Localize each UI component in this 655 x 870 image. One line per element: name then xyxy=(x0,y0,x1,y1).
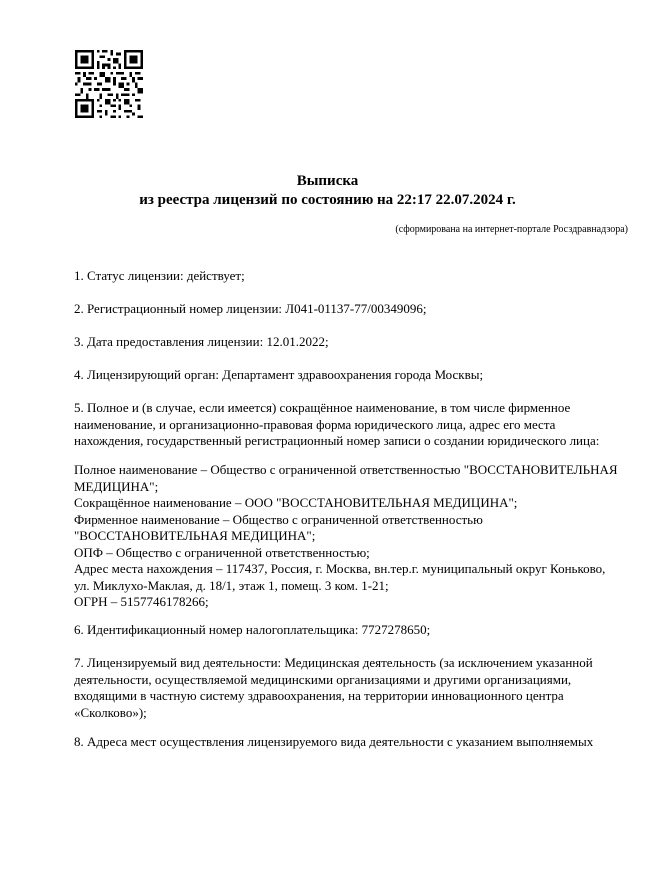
license-number-text: 2. Регистрационный номер лицензии: Л041-01137-77/00349096; xyxy=(74,301,427,316)
license-date-text: 3. Дата предоставления лицензии: 12.01.2022; xyxy=(74,334,329,349)
license-number xyxy=(74,301,634,318)
licensing-authority xyxy=(74,367,634,384)
full-name-line: МЕДИЦИНА"; xyxy=(74,478,159,494)
brand-name-line: Фирменное наименование – Общество с ограниченной ответственностью xyxy=(74,511,483,527)
source-note: (сформирована на интернет-портале Росздравнадзора) xyxy=(395,224,628,235)
activity-line: входящими в частную систему здравоохранения, на территории инновационного центра xyxy=(74,688,564,703)
document-subtitle: из реестра лицензий по состоянию на 22:17 22.07.2024 г. xyxy=(139,192,516,208)
license-status-text: 1. Статус лицензии: действует; xyxy=(74,268,245,283)
legal-entity-section xyxy=(74,400,634,450)
section-5-line: наименование, и организационно-правовая форма юридического лица, адрес его места xyxy=(74,416,556,432)
activity-line: «Сколково»); xyxy=(74,704,147,720)
full-name-line: Полное наименование – Общество с ограниченной ответственностью "ВОССТАНОВИТЕЛЬНАЯ xyxy=(74,462,618,477)
licensed-activity xyxy=(74,655,634,721)
addresses-line: 8. Адреса мест осуществления лицензируемого вида деятельности с указанием выполняемых xyxy=(74,734,594,749)
activity-line: 7. Лицензируемый вид деятельности: Медицинская деятельность (за исключением указанной xyxy=(74,655,593,670)
licensing-authority-text: 4. Лицензирующий орган: Департамент здравоохранения города Москвы; xyxy=(74,367,484,382)
section-5-line: 5. Полное и (в случае, если имеется) сокращённое наименование, в том числе фирменное xyxy=(74,400,571,415)
qr-code-icon xyxy=(75,50,143,118)
address-line: ул. Миклухо-Маклая, д. 18/1, этаж 1, помещ. 3 ком. 1-21; xyxy=(74,577,389,593)
section-5-line: нахождения, государственный регистрационный номер записи о создании юридического лица: xyxy=(74,433,600,448)
tax-id xyxy=(74,622,634,639)
short-name: Сокращённое наименование – ООО "ВОССТАНОВИТЕЛЬНАЯ МЕДИЦИНА"; xyxy=(74,495,518,510)
document-title: Выписка xyxy=(296,173,359,189)
activity-line: деятельности, осуществляемой медицинскими организациями и другими организациями, xyxy=(74,671,572,687)
tax-id-text: 6. Идентификационный номер налогоплательщика: 7727278650; xyxy=(74,622,431,637)
brand-name-line: "ВОССТАНОВИТЕЛЬНАЯ МЕДИЦИНА"; xyxy=(74,528,316,543)
legal-form: ОПФ – Общество с ограниченной ответственностью; xyxy=(74,544,370,560)
activity-addresses xyxy=(74,734,634,751)
address-line: Адрес места нахождения – 117437, Россия, г. Москва, вн.тер.г. муниципальный округ Коньково, xyxy=(74,561,606,576)
license-status xyxy=(74,268,634,285)
ogrn: ОГРН – 5157746178266; xyxy=(74,594,209,609)
organization-details xyxy=(74,462,634,611)
license-date xyxy=(74,334,634,351)
